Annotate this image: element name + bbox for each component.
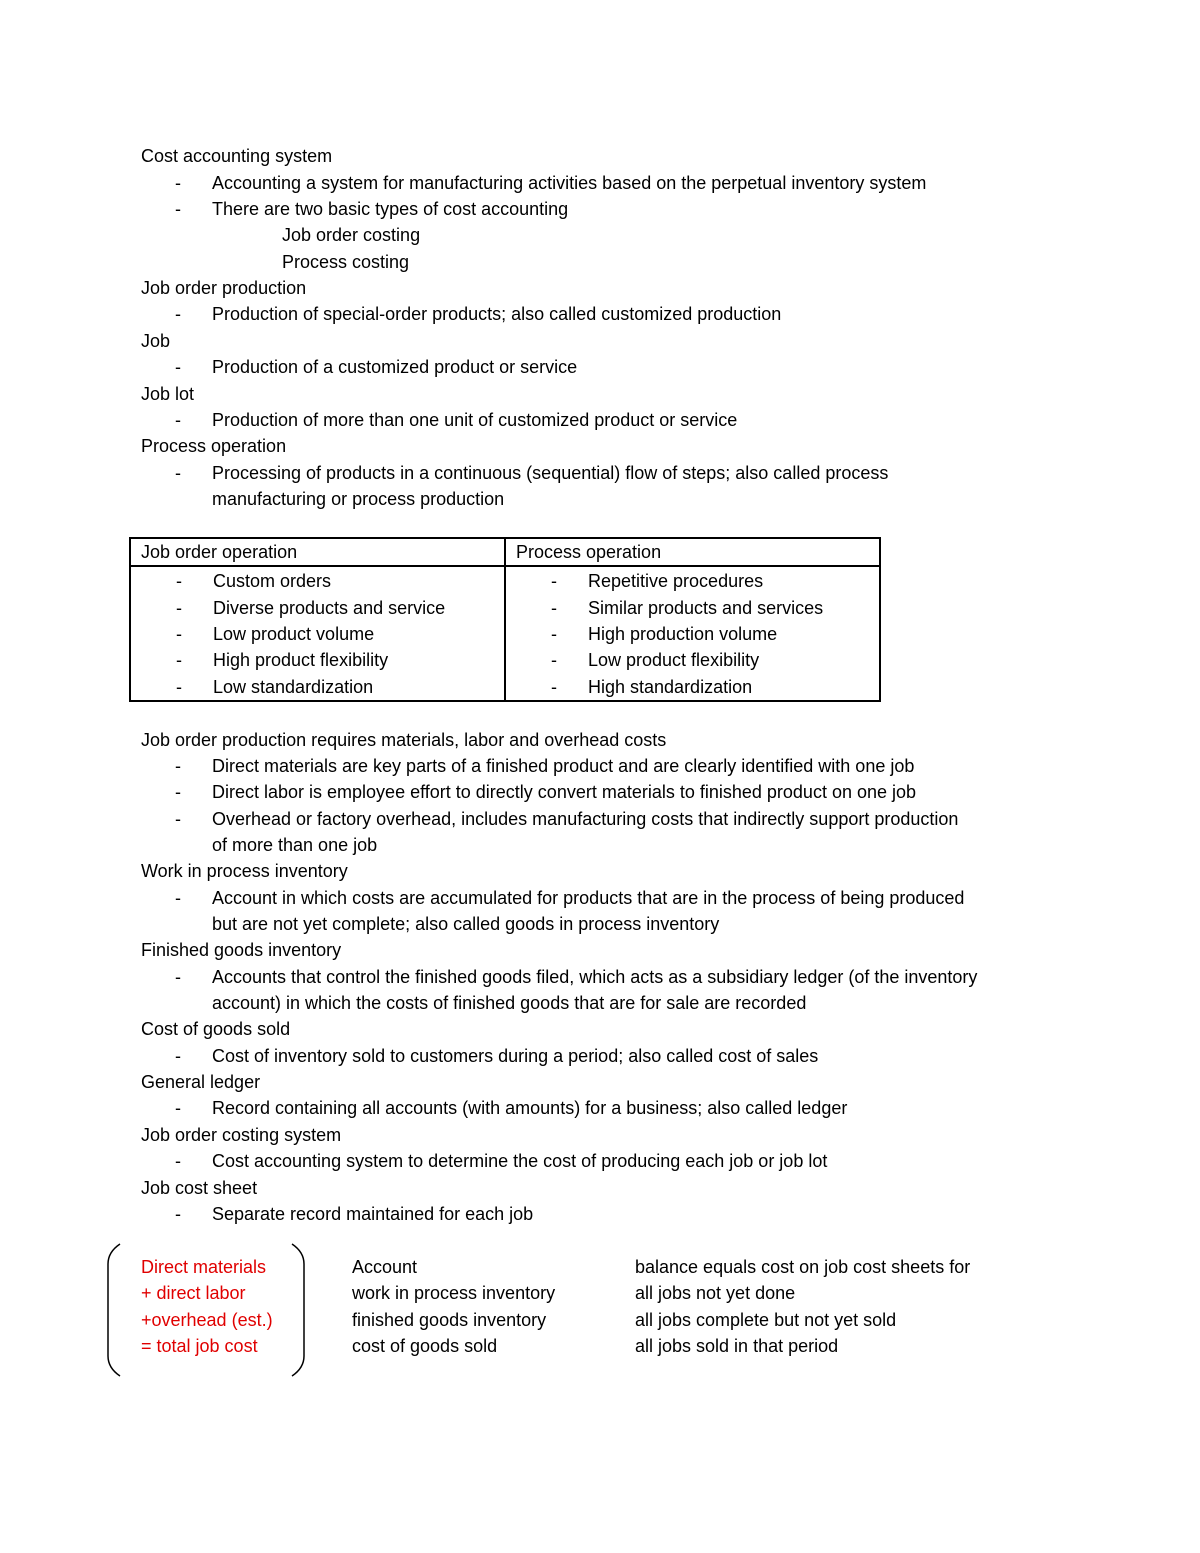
bullet-text: Cost of inventory sold to customers during a period; also called cost of sales [212,1046,819,1066]
bullet-text: There are two basic types of cost accounting [212,199,569,219]
bullet-dash: - [176,650,182,670]
bullet-text: Accounts that control the finished goods filed, which acts as a subsidiary ledger (of the inventory [212,967,978,987]
formula-direct-labor: + direct labor [141,1283,246,1303]
bullet-dash: - [551,598,557,618]
bullet-dash: - [176,571,182,591]
list-item-text: High product flexibility [213,650,389,670]
list-item-text: Diverse products and service [213,598,446,618]
list-item-text: Low product volume [213,624,375,644]
heading-job: Job [141,331,171,351]
bullet-text: Direct labor is employee effort to directly convert materials to finished product on one job [212,782,917,802]
heading-process-operation: Process operation [141,436,287,456]
list-item-text: Custom orders [213,571,332,591]
bullet-dash: - [175,967,181,987]
subitem-job-order-costing: Job order costing [282,225,421,245]
heading-cost-accounting-system: Cost accounting system [141,146,333,166]
bullet-dash: - [175,782,181,802]
bullet-dash: - [175,1098,181,1118]
bullet-dash: - [175,1151,181,1171]
bullet-text: Record containing all accounts (with amounts) for a business; also called ledger [212,1098,848,1118]
bullet-text: Overhead or factory overhead, includes manufacturing costs that indirectly support production [212,809,959,829]
bullet-text-continued: of more than one job [212,835,378,855]
heading-job-order-costing-system: Job order costing system [141,1125,342,1145]
bullet-dash: - [551,677,557,697]
subitem-process-costing: Process costing [282,252,410,272]
table-cell-process-items [505,566,880,701]
bullet-text: Account in which costs are accumulated for products that are in the process of being produced [212,888,965,908]
bullet-dash: - [175,173,181,193]
heading-job-lot: Job lot [141,384,195,404]
bullet-dash: - [175,756,181,776]
bullet-text: Processing of products in a continuous (sequential) flow of steps; also called process [212,463,889,483]
balance-cost-of-goods-sold: all jobs sold in that period [635,1336,839,1356]
list-item-text: Repetitive procedures [588,571,764,591]
heading-general-ledger: General ledger [141,1072,261,1092]
formula-total-job-cost: = total job cost [141,1336,258,1356]
bullet-text: Cost accounting system to determine the cost of producing each job or job lot [212,1151,828,1171]
list-item-text: High production volume [588,624,778,644]
bullet-dash: - [175,888,181,908]
heading-job-cost-sheet: Job cost sheet [141,1178,258,1198]
bullet-dash: - [175,357,181,377]
bullet-text: Separate record maintained for each job [212,1204,534,1224]
account-cost-of-goods-sold: cost of goods sold [352,1336,498,1356]
heading-job-order-costs: Job order production requires materials, labor and overhead costs [141,730,667,750]
balance-work-in-process: all jobs not yet done [635,1283,796,1303]
comparison-table [129,537,881,702]
bullet-text-continued: account) in which the costs of finished goods that are for sale are recorded [212,993,807,1013]
bullet-text: Production of special-order products; also called customized production [212,304,782,324]
bullet-dash: - [176,624,182,644]
table-header-process: Process operation [505,538,880,566]
bullet-dash: - [175,199,181,219]
bullet-dash: - [551,650,557,670]
table-cell-job-order-items [130,566,505,701]
heading-cost-of-goods-sold: Cost of goods sold [141,1019,291,1039]
list-item-text: Low standardization [213,677,374,697]
bullet-dash: - [175,809,181,829]
bullet-dash: - [175,410,181,430]
formula-direct-materials: Direct materials [141,1257,267,1277]
formula-overhead: +overhead (est.) [141,1310,273,1330]
bullet-text-continued: manufacturing or process production [212,489,505,509]
list-item-text: Similar products and services [588,598,824,618]
heading-finished-goods: Finished goods inventory [141,940,342,960]
heading-work-in-process: Work in process inventory [141,861,348,881]
bullet-text: Accounting a system for manufacturing activities based on the perpetual inventory system [212,173,927,193]
bullet-dash: - [551,571,557,591]
accounts-header: Account [352,1257,418,1277]
bullet-dash: - [175,1046,181,1066]
balances-header: balance equals cost on job cost sheets for [635,1257,971,1277]
bullet-dash: - [175,463,181,483]
bullet-dash: - [175,1204,181,1224]
list-item-text: Low product flexibility [588,650,760,670]
heading-job-order-production: Job order production [141,278,307,298]
table-header-job-order: Job order operation [130,538,505,566]
bullet-text: Direct materials are key parts of a finished product and are clearly identified with one job [212,756,915,776]
bullet-dash: - [176,677,182,697]
bullet-dash: - [175,304,181,324]
bullet-text: Production of more than one unit of customized product or service [212,410,738,430]
account-work-in-process: work in process inventory [352,1283,556,1303]
bullet-text: Production of a customized product or service [212,357,578,377]
bullet-dash: - [551,624,557,644]
bullet-text-continued: but are not yet complete; also called goods in process inventory [212,914,720,934]
balance-finished-goods: all jobs complete but not yet sold [635,1310,897,1330]
bullet-dash: - [176,598,182,618]
account-finished-goods: finished goods inventory [352,1310,547,1330]
list-item-text: High standardization [588,677,753,697]
